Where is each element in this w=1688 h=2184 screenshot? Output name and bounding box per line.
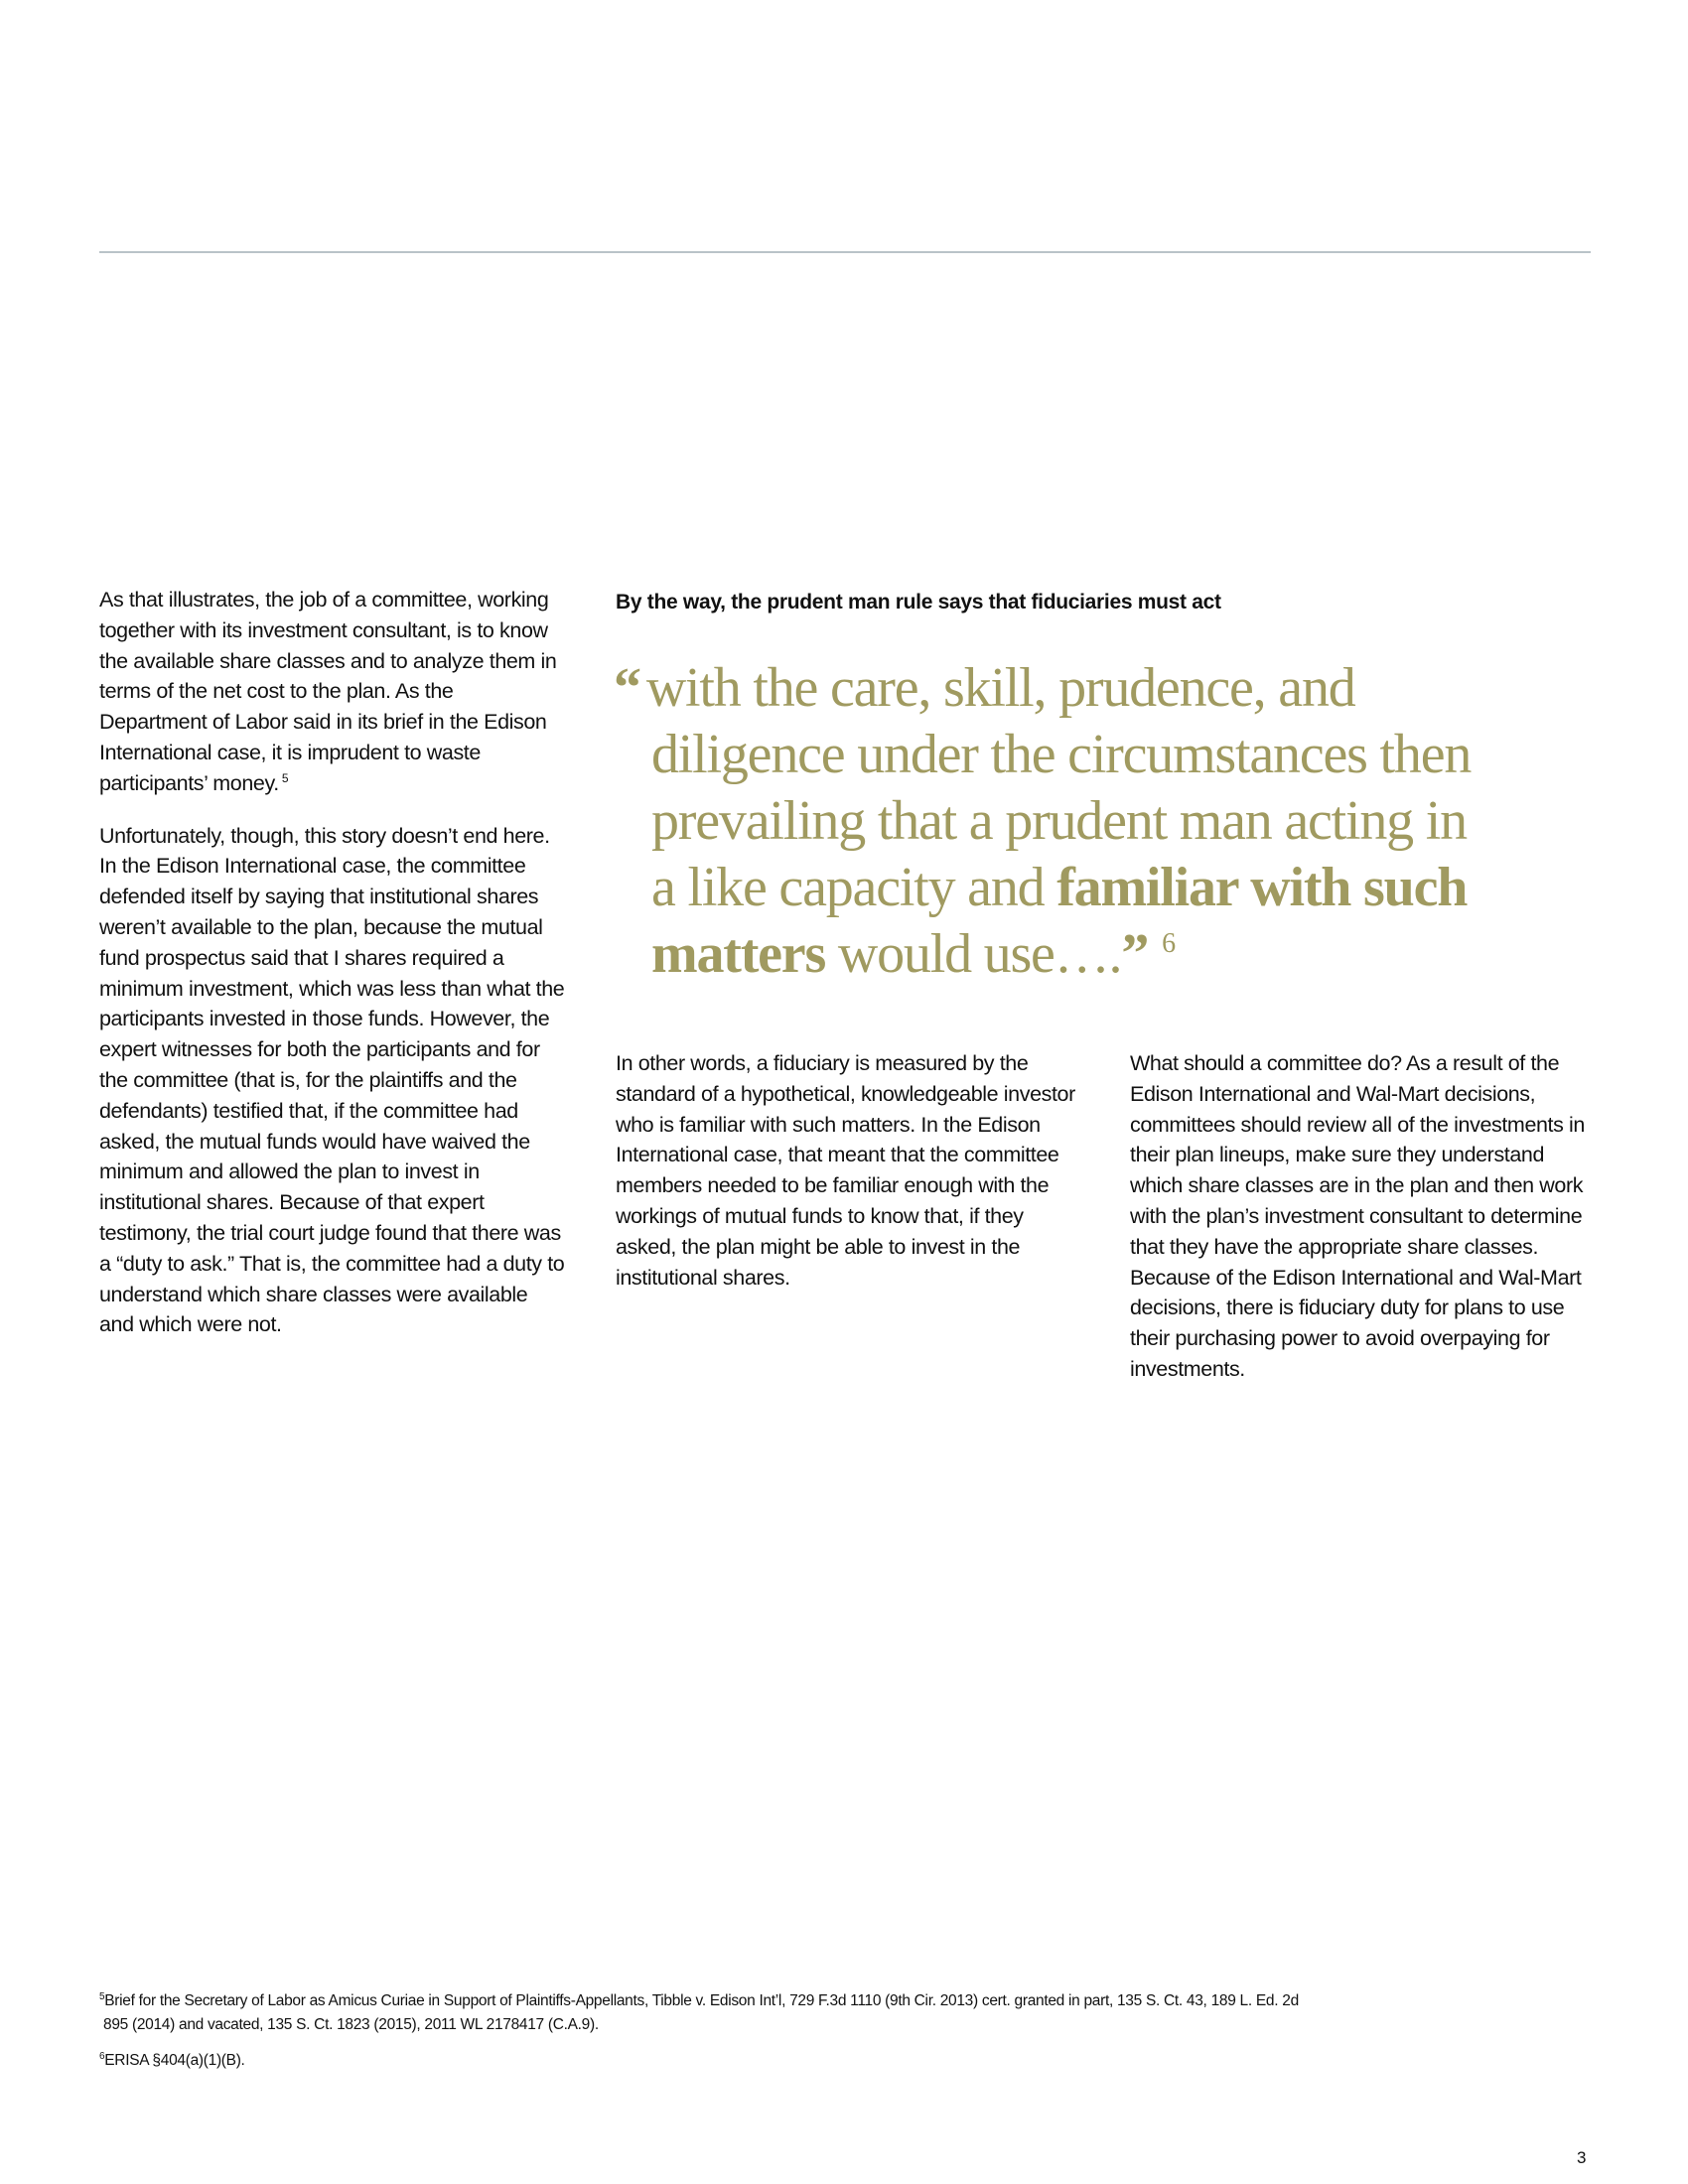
- page-number: 3: [1577, 2148, 1587, 2167]
- footnote-6: $^6$ERISA §404(a)(1)(B).: [99, 2050, 245, 2069]
- left-paragraph-1: [99, 585, 566, 799]
- footnote-ref-6[interactable]: 6: [1162, 928, 1175, 960]
- footnote-ref-5[interactable]: 5: [281, 770, 289, 785]
- right-paragraph: What should a committee do? As a result of the Edison International and Wal-Mart decisions, committees should review all of the investments in their plan lineups, make sure they understand which share classes are in the plan and then work with the plan’s investment consultant to determine that they have the appropriate share classes. Because of the Edison International and Wal-Mart decisions, there is fiduciary duty for plans to use their purchasing power to avoid overpaying for investments.: [1130, 1051, 1585, 1381]
- left-text-column: [99, 585, 566, 1362]
- pull-quote-line-3: prevailing that a prudent man acting in: [651, 790, 1467, 852]
- left-paragraph-2: Unfortunately, though, this story doesn’t end here. In the Edison International case, the committee defended itself by saying that institutional shares weren’t available to the plan, because the mutual fund prospectus said that I shares required a minimum investment, which was less than what the participants invested in those funds. However, the expert witnesses for both the participants and for the committee (that is, for the plaintiffs and the defendants) testified that, if the committee had asked, the mutual funds would have waived the minimum and allowed the plan to invest in institutional shares. Because of that expert testimony, the trial court judge found that there was a “duty to ask.” That is, the committee had a duty to understand which share classes were available and which were not.: [99, 823, 565, 1337]
- middle-text-column: [616, 1048, 1082, 1293]
- left-paragraph-1-text: As that illustrates, the job of a committee, working together with its investment consultant, is to know the available share classes and to analyze them in terms of the net cost to the plan. As the Department of Labor said in its brief in the Edison International case, it is imprudent to waste participants’ money.: [99, 588, 557, 795]
- pull-quote-line-4: a like capacity and familiar with such: [651, 857, 1468, 918]
- header-divider: [99, 251, 1591, 253]
- pull-quote-line-1: “ with the care, skill, prudence, and: [614, 657, 1355, 719]
- quote-lead-in: By the way, the prudent man rule says that fiduciaries must act: [616, 591, 1221, 614]
- pull-quote-emphasis-2: matters: [651, 923, 826, 985]
- close-quote-mark: ”: [1121, 923, 1149, 985]
- pull-quote-line-5: matters would use….” $^6$: [651, 923, 1175, 985]
- open-quote-mark: “: [614, 657, 640, 719]
- pull-quote: [614, 655, 1607, 988]
- pull-quote-emphasis-1: familiar with such: [1056, 857, 1468, 918]
- footnote-5: $^5$Brief for the Secretary of Labor as Amicus Curiae in Support of Plaintiffs-Appellants, Tibble v. Edison Int’l, 729 F.3d 1110 (9th Cir. 2013) cert. granted in part, 135 S. Ct. 43, 189 L. Ed. 2d 895 (2014) and vacated, 135 S. Ct. 1823 (2015), 2011 WL 2178417 (C.A.9).: [99, 1990, 1299, 2033]
- middle-paragraph: In other words, a fiduciary is measured by the standard of a hypothetical, knowledgeable investor who is familiar with such matters. In the Edison International case, that meant that the committee members needed to be familiar enough with the workings of mutual funds to know that, if they asked, the plan might be able to invest in the institutional shares.: [616, 1051, 1075, 1290]
- footnotes: [99, 1989, 1599, 2085]
- right-text-column: [1130, 1048, 1597, 1385]
- pull-quote-line-2: diligence under the circumstances then: [651, 724, 1472, 785]
